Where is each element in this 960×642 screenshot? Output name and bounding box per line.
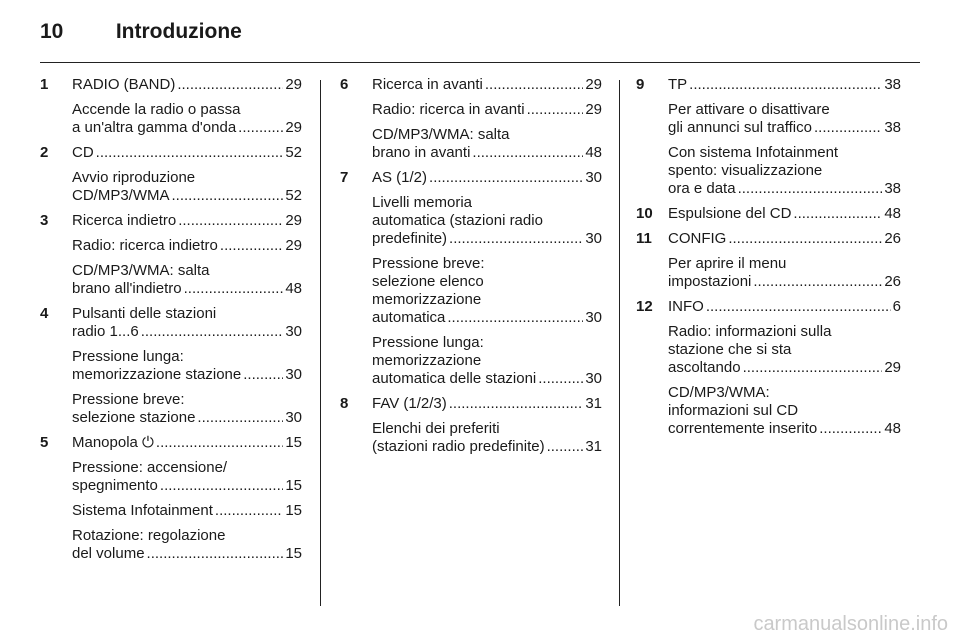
page-ref: 30 (285, 366, 302, 383)
page-ref: 15 (285, 545, 302, 562)
sub-text-line: Rotazione: regolazione (72, 527, 226, 544)
entry-text: radio 1...6 (72, 323, 139, 340)
sub-entry (72, 237, 302, 255)
entry-text: predefinite) (372, 230, 448, 247)
leader-dots (472, 144, 583, 162)
sub-toc-line[interactable] (668, 180, 901, 198)
sub-toc-line[interactable] (668, 359, 901, 377)
leader-dots (243, 366, 283, 384)
toc-line[interactable] (372, 169, 602, 187)
sub-text-line: Elenchi dei preferiti (372, 420, 500, 437)
item-number: 6 (340, 76, 349, 93)
toc-entry (636, 230, 901, 291)
entry-text: ascoltando (668, 359, 741, 376)
entry-text: a un'altra gamma d'onda (72, 119, 237, 136)
sub-toc-line[interactable] (372, 144, 602, 162)
item-number: 11 (636, 230, 652, 247)
sub-entry (668, 255, 901, 291)
toc-line[interactable] (72, 212, 302, 230)
page-ref: 29 (285, 212, 302, 229)
entry-text-line: Pulsanti delle stazioni (72, 305, 217, 322)
toc-line[interactable] (72, 323, 302, 341)
sub-toc-line[interactable] (72, 477, 302, 495)
leader-dots (527, 101, 584, 119)
sub-text-line: CD/MP3/WMA: (668, 384, 770, 401)
sub-text-line: Per attivare o disattivare (668, 101, 830, 118)
toc-entry (636, 76, 901, 198)
item-number: 2 (40, 144, 49, 161)
page-ref: 30 (285, 323, 302, 340)
toc-line[interactable] (668, 298, 901, 316)
entry-text: FAV (1/2/3) (372, 395, 447, 412)
item-number: 10 (636, 205, 653, 222)
sub-text-line: informazioni sul CD (668, 402, 799, 419)
toc-column-2 (340, 76, 602, 463)
leader-dots (689, 76, 882, 94)
sub-text-line: memorizzazione (372, 291, 482, 308)
page-ref: 31 (585, 395, 602, 412)
page-number: 10 (40, 20, 64, 43)
page-ref: 26 (884, 273, 901, 290)
leader-dots (819, 420, 882, 438)
entry-text: Manopola ⏻ (72, 434, 154, 451)
toc-entry (40, 305, 302, 427)
page-ref: 48 (884, 205, 901, 222)
toc-line[interactable] (668, 230, 901, 248)
sub-entry (372, 420, 602, 456)
toc-entry (340, 76, 602, 162)
sub-toc-line[interactable] (372, 309, 602, 327)
leader-dots (738, 180, 883, 198)
sub-entry (72, 169, 302, 205)
sub-entry (372, 126, 602, 162)
sub-entry (372, 101, 602, 119)
leader-dots (449, 395, 584, 413)
leader-dots (429, 169, 583, 187)
leader-dots (220, 237, 283, 255)
entry-text: (stazioni radio predefinite) (372, 438, 545, 455)
toc-line[interactable] (668, 76, 901, 94)
sub-entry (668, 101, 901, 137)
item-number: 1 (40, 76, 49, 93)
sub-entry (72, 348, 302, 384)
sub-text-line: CD/MP3/WMA: salta (72, 262, 210, 279)
entry-text: Radio: ricerca indietro (72, 237, 218, 254)
header-rule (40, 62, 920, 63)
sub-entry (372, 194, 602, 248)
page-ref: 30 (285, 409, 302, 426)
sub-entry (72, 527, 302, 563)
leader-dots (447, 309, 583, 327)
item-number: 4 (40, 305, 49, 322)
sub-toc-line[interactable] (668, 119, 901, 137)
entry-text: correntemente inserito (668, 420, 818, 437)
leader-dots (160, 477, 283, 495)
leader-dots (728, 230, 882, 248)
toc-entry (40, 76, 302, 137)
entry-text: RADIO (BAND) (72, 76, 176, 93)
toc-line[interactable] (372, 395, 602, 413)
page-ref: 15 (285, 502, 302, 519)
entry-text: Radio: ricerca in avanti (372, 101, 525, 118)
sub-toc-line[interactable] (372, 370, 602, 388)
sub-toc-line[interactable] (72, 187, 302, 205)
entry-text: automatica (372, 309, 446, 326)
entry-text: CD (72, 144, 94, 161)
sub-text-line: Pressione breve: (72, 391, 185, 408)
entry-text: Sistema Infotainment (72, 502, 213, 519)
sub-toc-line[interactable] (372, 438, 602, 456)
sub-text-line: CD/MP3/WMA: salta (372, 126, 510, 143)
watermark: carmanualsonline.info (753, 613, 948, 635)
toc-line[interactable] (72, 76, 302, 94)
entry-text: del volume (72, 545, 145, 562)
sub-entry (72, 391, 302, 427)
sub-text-line: spento: visualizzazione (668, 162, 823, 179)
sub-text-line: Pressione breve: (372, 255, 485, 272)
page-ref: 38 (884, 76, 901, 93)
entry-text: brano in avanti (372, 144, 471, 161)
sub-toc-line[interactable] (72, 280, 302, 298)
toc-entry (40, 212, 302, 298)
entry-text: CD/MP3/WMA (72, 187, 170, 204)
page-ref: 48 (585, 144, 602, 161)
item-number: 9 (636, 76, 645, 93)
page-ref: 29 (285, 76, 302, 93)
sub-toc-line[interactable] (372, 101, 602, 119)
page-ref: 15 (285, 477, 302, 494)
page-ref: 29 (585, 101, 602, 118)
sub-toc-line[interactable] (72, 409, 302, 427)
toc-line[interactable] (72, 434, 302, 452)
sub-entry (72, 502, 302, 520)
page-ref: 29 (285, 237, 302, 254)
entry-text: TP (668, 76, 688, 93)
sub-entry (72, 262, 302, 298)
sub-entry (72, 101, 302, 137)
sub-toc-line[interactable] (372, 230, 602, 248)
entry-text: Ricerca in avanti (372, 76, 483, 93)
sub-entry (72, 459, 302, 495)
page-title: Introduzione (115, 20, 242, 43)
sub-text-line: Livelli memoria (372, 194, 473, 211)
sub-toc-line[interactable] (72, 366, 302, 384)
toc-entry (636, 298, 901, 438)
sub-text-line: memorizzazione (372, 352, 482, 369)
item-number: 3 (40, 212, 49, 229)
sub-toc-line[interactable] (72, 237, 302, 255)
leader-dots (184, 280, 284, 298)
sub-toc-line[interactable] (72, 545, 302, 563)
sub-text-line: Avvio riproduzione (72, 169, 196, 186)
leader-dots (215, 502, 283, 520)
sub-text-line: stazione che si sta (668, 341, 792, 358)
entry-text: ora e data (668, 180, 736, 197)
page-ref: 30 (585, 169, 602, 186)
page-ref: 30 (585, 230, 602, 247)
page-ref: 52 (285, 144, 302, 161)
item-number: 5 (40, 434, 49, 451)
toc-line[interactable] (372, 76, 602, 94)
page-ref: 15 (285, 434, 302, 451)
toc-entry (340, 395, 602, 456)
item-number: 12 (636, 298, 653, 315)
item-number: 7 (340, 169, 349, 186)
page-header (40, 20, 242, 44)
leader-dots (547, 438, 584, 456)
entry-text: brano all'indietro (72, 280, 182, 297)
toc-line[interactable] (72, 144, 302, 162)
page-ref: 29 (585, 76, 602, 93)
entry-text: Espulsione del CD (668, 205, 792, 222)
leader-dots (178, 212, 283, 230)
toc-line[interactable] (668, 205, 901, 223)
toc-entry (340, 169, 602, 388)
sub-toc-line[interactable] (668, 420, 901, 438)
sub-toc-line[interactable] (72, 502, 302, 520)
page-ref: 26 (884, 230, 901, 247)
leader-dots (449, 230, 583, 248)
page-ref: 48 (285, 280, 302, 297)
leader-dots (753, 273, 882, 291)
sub-text-line: Radio: informazioni sulla (668, 323, 832, 340)
sub-text-line: Con sistema Infotainment (668, 144, 839, 161)
column-divider (619, 80, 620, 606)
leader-dots (538, 370, 583, 388)
sub-toc-line[interactable] (72, 119, 302, 137)
page-ref: 38 (884, 119, 901, 136)
entry-text: selezione stazione (72, 409, 196, 426)
sub-text-line: Pressione lunga: (372, 334, 484, 351)
entry-text: gli annunci sul traffico (668, 119, 812, 136)
sub-text-line: Pressione lunga: (72, 348, 184, 365)
leader-dots (743, 359, 883, 377)
page-ref: 30 (585, 309, 602, 326)
leader-dots (485, 76, 583, 94)
entry-text: INFO (668, 298, 704, 315)
sub-entry (668, 144, 901, 198)
leader-dots (156, 434, 283, 452)
leader-dots (96, 144, 284, 162)
page-ref: 29 (884, 359, 901, 376)
page-ref: 6 (892, 298, 901, 315)
sub-text-line: selezione elenco (372, 273, 484, 290)
sub-text-line: Pressione: accensione/ (72, 459, 228, 476)
item-number: 8 (340, 395, 349, 412)
leader-dots (706, 298, 891, 316)
sub-entry (372, 255, 602, 327)
sub-toc-line[interactable] (668, 273, 901, 291)
entry-text: CONFIG (668, 230, 727, 247)
entry-text: memorizzazione stazione (72, 366, 242, 383)
entry-text: automatica delle stazioni (372, 370, 537, 387)
sub-entry (372, 334, 602, 388)
page-ref: 30 (585, 370, 602, 387)
page-ref: 29 (285, 119, 302, 136)
entry-text: spegnimento (72, 477, 158, 494)
leader-dots (238, 119, 283, 137)
sub-text-line: Accende la radio o passa (72, 101, 241, 118)
page-ref: 52 (285, 187, 302, 204)
leader-dots (147, 545, 284, 563)
sub-text-line: automatica (stazioni radio (372, 212, 543, 229)
page-ref: 48 (884, 420, 901, 437)
toc-entry (40, 434, 302, 563)
toc-column-3 (636, 76, 901, 445)
leader-dots (814, 119, 882, 137)
entry-text: AS (1/2) (372, 169, 428, 186)
sub-entry (668, 323, 901, 377)
toc-entry (636, 205, 901, 223)
leader-dots (172, 187, 284, 205)
entry-text: impostazioni (668, 273, 752, 290)
leader-dots (177, 76, 283, 94)
column-divider (320, 80, 321, 606)
toc-column-1 (40, 76, 302, 570)
toc-entry (40, 144, 302, 205)
sub-entry (668, 384, 901, 438)
page-ref: 38 (884, 180, 901, 197)
page-ref: 31 (585, 438, 602, 455)
leader-dots (793, 205, 882, 223)
leader-dots (197, 409, 283, 427)
leader-dots (141, 323, 284, 341)
entry-text: Ricerca indietro (72, 212, 177, 229)
sub-text-line: Per aprire il menu (668, 255, 787, 272)
